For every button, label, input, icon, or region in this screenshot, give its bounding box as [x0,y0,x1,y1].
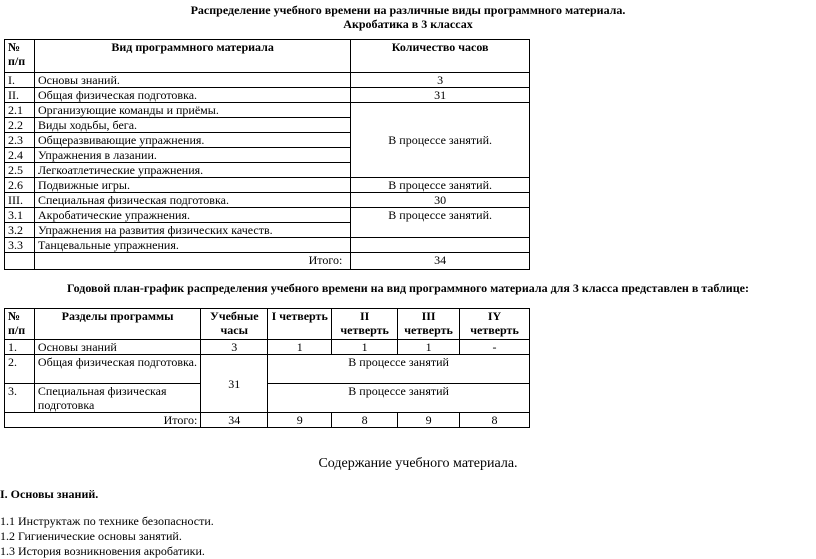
table-row [5,178,530,193]
table-row [5,88,530,103]
header-sections: Разделы программы [34,309,200,340]
row-num: 2.6 [5,178,35,193]
header-q3: III четверть [398,309,460,340]
row-hours: 3 [351,73,530,88]
row-q1: 1 [268,340,332,355]
row-name: Общая физическая подготовка. [34,88,350,103]
row-num: II. [5,88,35,103]
document-subtitle: Акробатика в 3 классах [343,17,473,31]
list-item: 1.3 История возникновения акробатики. [0,544,205,558]
row-num: 2. [5,355,35,384]
schedule-title: Годовой план-график распределения учебного времени на вид программного материала для 3 класса представлен в таблице: [67,281,749,295]
row-name: Специальная физическая подготовка. [34,193,350,208]
content-title: Содержание учебного материала. [318,456,518,471]
row-span-text: В процессе занятий [268,355,530,384]
table-row [5,355,530,384]
row-name: Основы знаний [34,340,200,355]
header-material: Вид программного материала [34,40,350,73]
header-q2: II четверть [332,309,398,340]
document-title: Распределение учебного времени на различные виды программного материала. [190,3,626,17]
header-q1: I четверть [268,309,332,340]
total-label: Итого: [34,253,350,270]
list-item: 1.2 Гигиенические основы занятий. [0,529,182,543]
table-row [5,340,530,355]
row-num: 2.5 [5,163,35,178]
merged-hours-cell: В процессе занятий. [351,208,530,238]
total-q4: 8 [460,413,530,428]
row-num: III. [5,193,35,208]
row-name: Упражнения на развития физических качеств. [34,223,350,238]
row-name: Легкоатлетические упражнения. [34,163,350,178]
header-hours: Количество часов [351,40,530,73]
hours-distribution-table [4,39,530,270]
row-num: 2.4 [5,148,35,163]
row-hours: 3 [201,340,268,355]
row-num: 2.3 [5,133,35,148]
row-name: Упражнения в лазании. [34,148,350,163]
total-hours: 34 [201,413,268,428]
table-row [5,193,530,208]
row-name: Акробатические упражнения. [34,208,350,223]
table-row [5,103,530,118]
row-num: I. [5,73,35,88]
row-span-text: В процессе занятий [268,384,530,413]
list-item: 1.1 Инструктаж по технике безопасности. [0,514,214,528]
total-label: Итого: [5,413,201,428]
annual-schedule-table [4,308,530,428]
row-name: Подвижные игры. [34,178,350,193]
merged-hours-cell: В процессе занятий. [351,103,530,178]
header-hours: Учебные часы [201,309,268,340]
row-num: 2.2 [5,118,35,133]
total-q1: 9 [268,413,332,428]
row-num: 1. [5,340,35,355]
row-num: 3.2 [5,223,35,238]
row-hours: В процессе занятий. [351,178,530,193]
row-name: Виды ходьбы, бега. [34,118,350,133]
row-hours: 30 [351,193,530,208]
row-name: Специальная физическая подготовка [34,384,200,413]
row-q4: - [460,340,530,355]
total-q2: 8 [332,413,398,428]
empty-cell [351,238,530,253]
empty-cell [5,253,35,270]
row-name: Общеразвивающие упражнения. [34,133,350,148]
row-name: Общая физическая подготовка. [34,355,200,384]
merged-hours-cell: 31 [201,355,268,413]
table-row [5,238,530,253]
row-num: 3.3 [5,238,35,253]
row-q3: 1 [398,340,460,355]
table-row [5,384,530,413]
row-name: Основы знаний. [34,73,350,88]
row-hours: 31 [351,88,530,103]
header-q4: IY четверть [460,309,530,340]
total-row [5,413,530,428]
row-name: Танцевальные упражнения. [34,238,350,253]
header-num: № п/п [5,309,35,340]
row-name: Организующие команды и приёмы. [34,103,350,118]
section-heading: I. Основы знаний. [0,487,99,501]
header-num: № п/п [5,40,35,73]
total-value: 34 [351,253,530,270]
row-q2: 1 [332,340,398,355]
table-header-row [5,40,530,73]
total-row [5,253,530,270]
row-num: 3. [5,384,35,413]
table-header-row [5,309,530,340]
row-num: 3.1 [5,208,35,223]
total-q3: 9 [398,413,460,428]
table-row [5,73,530,88]
row-num: 2.1 [5,103,35,118]
table-row [5,208,530,223]
